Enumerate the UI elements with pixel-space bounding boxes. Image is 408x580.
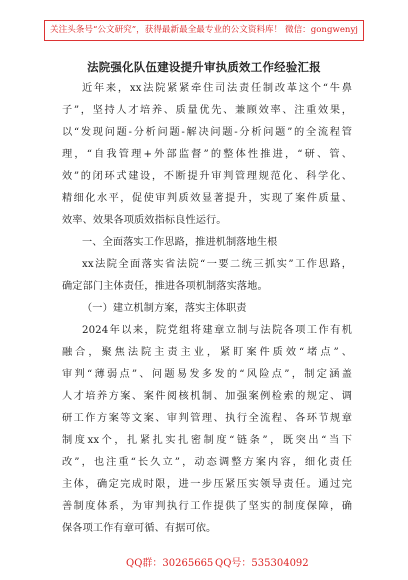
body-line: 研工作方案等文案、审判管理、执行全流程、各环节规章 (62, 413, 352, 424)
body-line: 制度xx个，扎紧扎实扎密制度“链条”，既突出“当下 (62, 435, 352, 446)
footer (0, 556, 408, 572)
body-line: 理，“自我管理+外部监督”的整体性推进，“研、管、 (62, 149, 352, 160)
body-line: 融合，聚焦法院主责主业，紧盯案件质效“堵点”、 (62, 347, 352, 358)
header-banner: 关注头条号“公文研究”，获得最新最全最专业的公文资料库！ 微信：gongwenyj (44, 20, 364, 41)
subsection-heading: （一）建立机制方案，落实主体职责 (82, 303, 247, 314)
body-line: 效率、效果各项质效指标良性运行。 (62, 215, 227, 226)
body-line: 善制度体系，为审判执行工作提供了坚实的制度保障，确 (62, 501, 352, 512)
body-line: 以“发现问题-分析问题-解决问题-分析问题”的全流程管 (62, 127, 352, 138)
body-line: 审判“薄弱点”、问题易发多发的“风险点”，制定涵盖 (62, 369, 352, 380)
body-line: 改”，也注重“长久立”，动态调整方案内容，细化责任 (62, 457, 352, 468)
body-line: 近年来，xx法院紧紧牵住司法责任制改革这个“牛鼻 (82, 83, 352, 94)
body-line: 精细化水平，促使审判质效显著提升，实现了案件质量、 (62, 193, 352, 204)
document-title: 法院强化队伍建设提升审执质效工作经验汇报 (87, 60, 321, 74)
body-line: 2024年以来，院党组将建章立制与法院各项工作有机 (82, 325, 352, 336)
body-line: 确定部门主体责任，推进各项机制落实落地。 (62, 281, 268, 292)
body-line: xx法院全面落实省法院“一要二统三抓实”工作思路， (82, 259, 352, 270)
body-line: 保各项工作有章可循、有据可依。 (62, 523, 217, 534)
footer-qq-group: QQ群：30265665 (126, 558, 214, 569)
body-line: 人才培养方案、案件阅核机制、加强案例检索的规定、调 (62, 391, 352, 402)
footer-qq-number: QQ号：535304092 (215, 558, 309, 569)
section-heading: 一、全面落实工作思路，推进机制落地生根 (82, 237, 278, 248)
body-line: 子”，坚持人才培养、质量优先、兼顾效率、注重效果， (62, 105, 352, 116)
body-line: 效”的闭环式建设，不断提升审判管理规范化、科学化、 (62, 171, 352, 182)
body-line: 主体，确定完成时限，进一步压紧压实领导责任。通过完 (62, 479, 352, 490)
